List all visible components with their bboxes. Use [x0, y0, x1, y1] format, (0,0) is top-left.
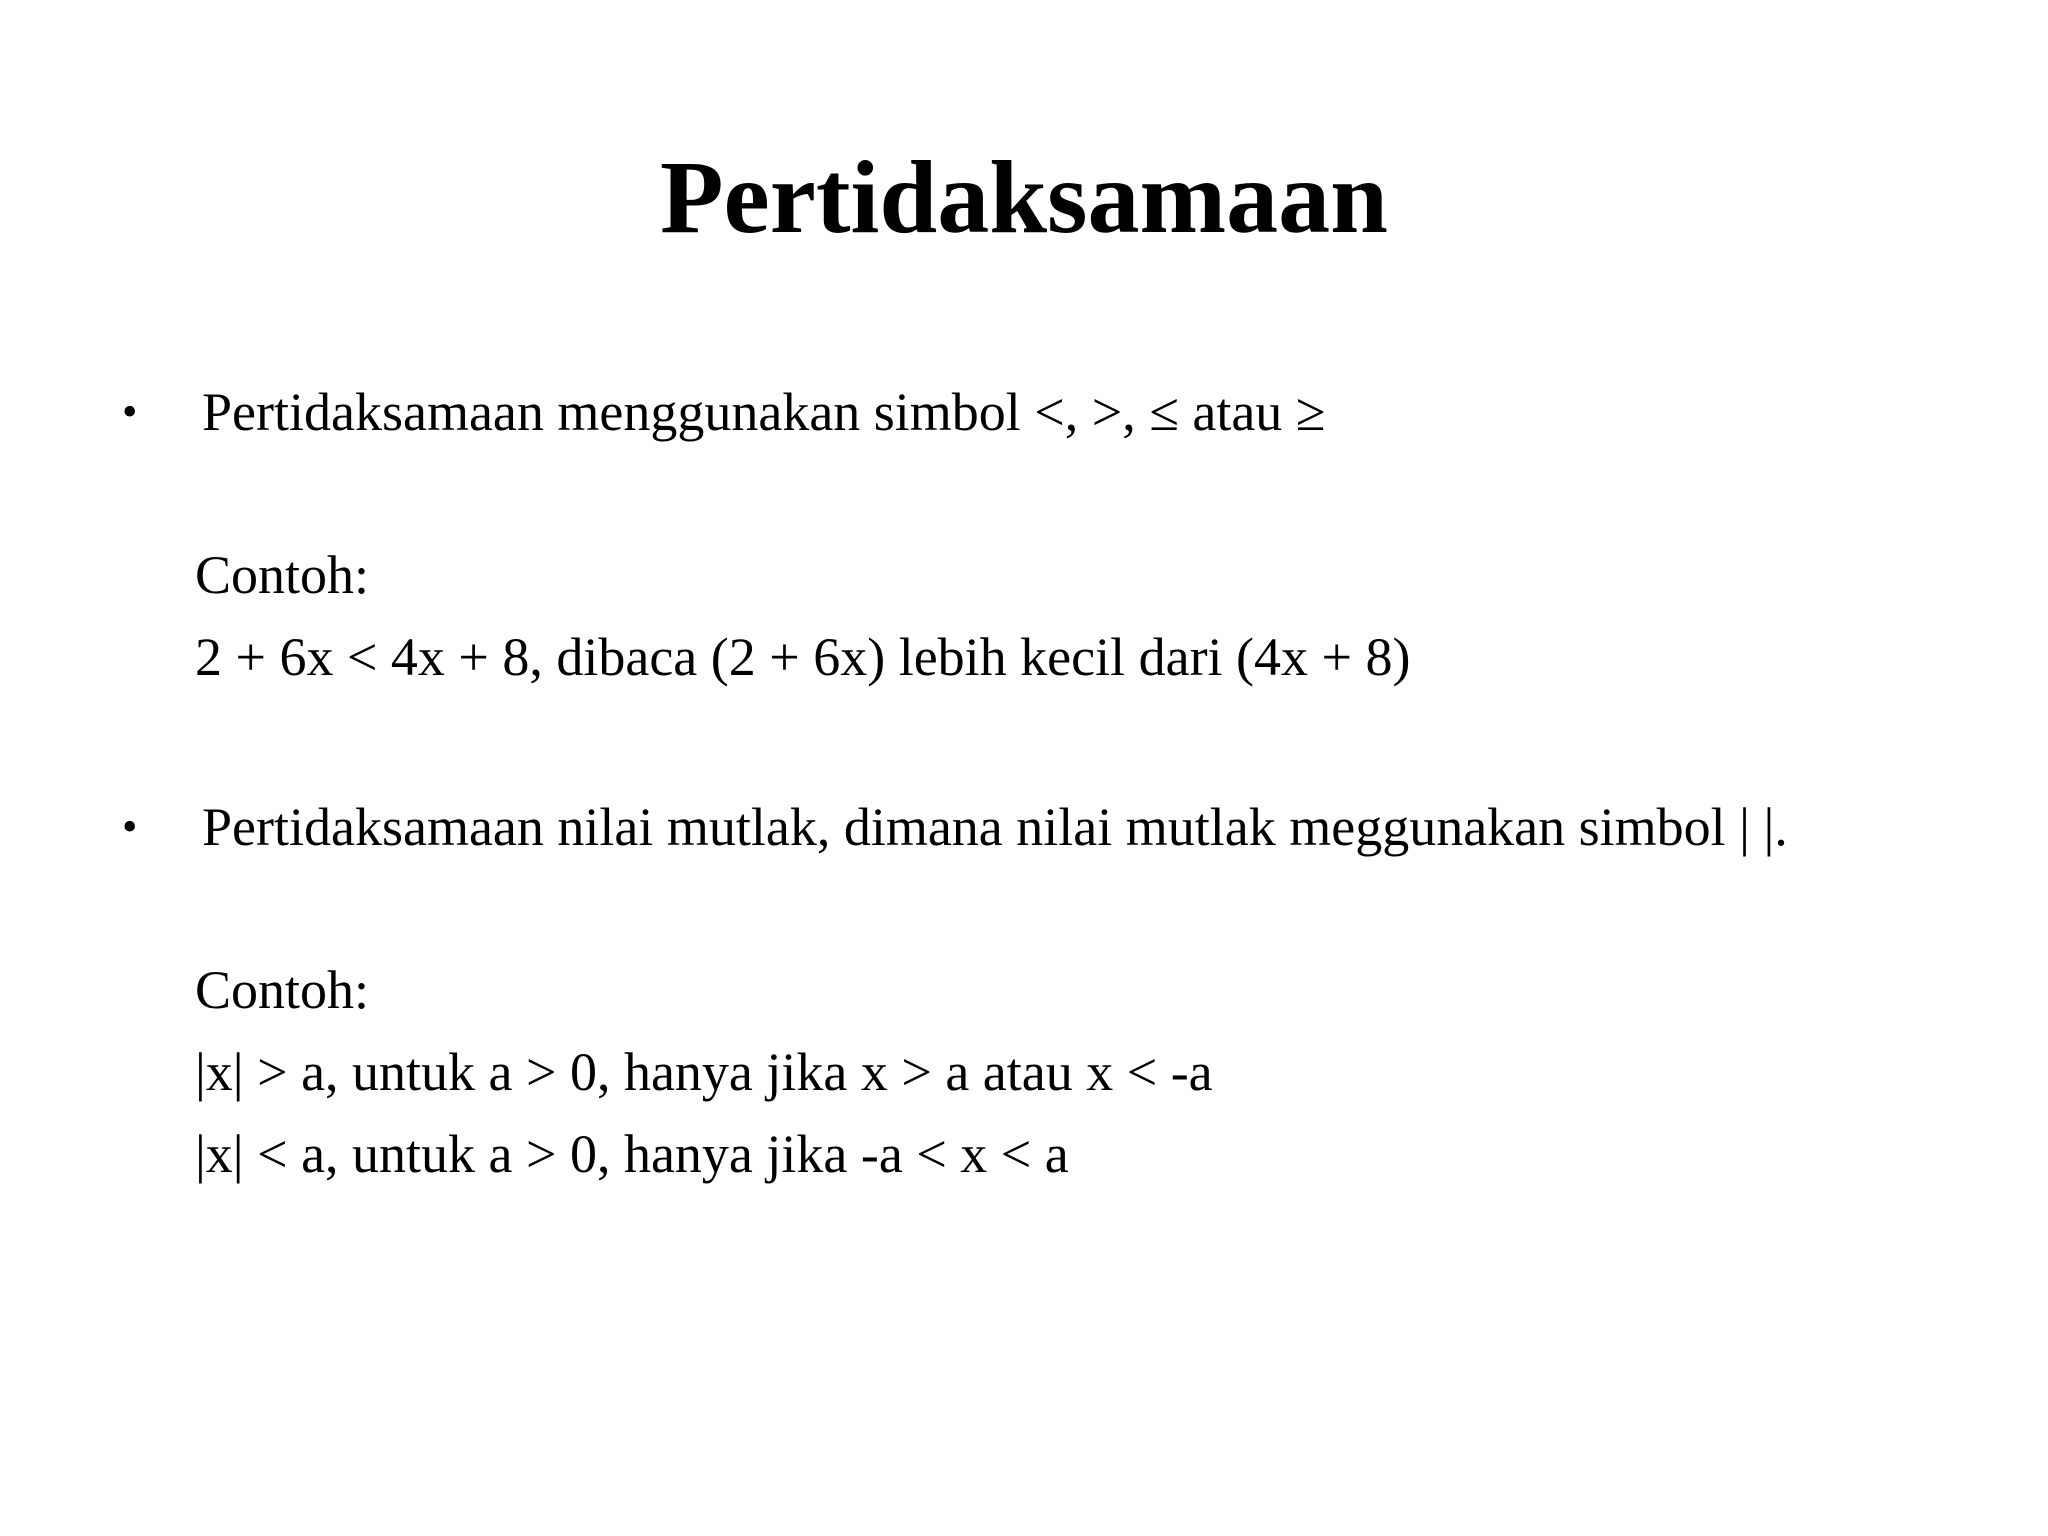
example-label: Contoh: [195, 960, 370, 1020]
example-label: Contoh: [195, 545, 370, 605]
example-line: |x| < a, untuk a > 0, hanya jika -a < x < a [195, 1124, 1069, 1184]
bullet-marker: • [122, 802, 138, 851]
bullet-text-absolute-value: Pertidaksamaan nilai mutlak, dimana nilai mutlak meggunakan simbol | |. [202, 797, 1788, 857]
example-line: |x| > a, untuk a > 0, hanya jika x > a atau x < -a [195, 1042, 1213, 1102]
slide-title: Pertidaksamaan [660, 140, 1388, 255]
bullet-marker: • [122, 387, 138, 436]
example-line: 2 + 6x < 4x + 8, dibaca (2 + 6x) lebih kecil dari (4x + 8) [195, 627, 1411, 687]
bullet-text-symbols: Pertidaksamaan menggunakan simbol <, >, ≤ atau ≥ [202, 382, 1326, 442]
